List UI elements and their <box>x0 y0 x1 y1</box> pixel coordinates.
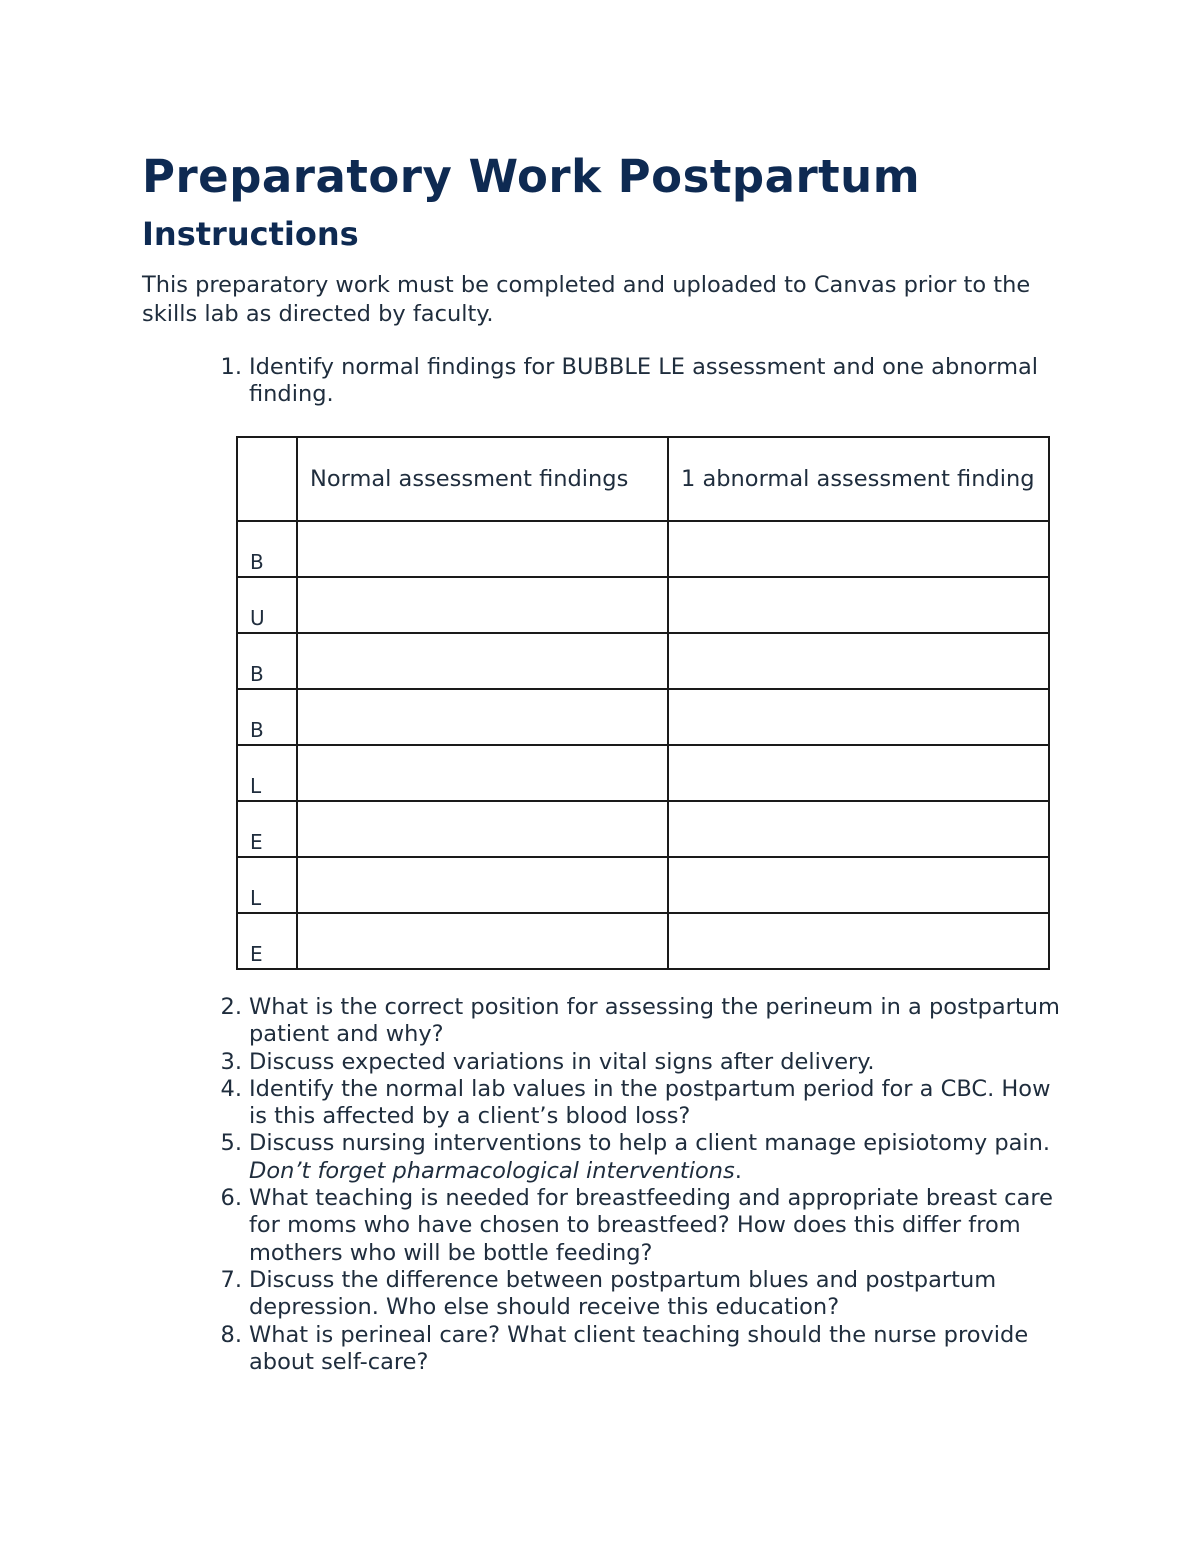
question-item-3 <box>142 1049 1062 1076</box>
table-row <box>237 689 1049 745</box>
instructions-text: This preparatory work must be completed and uploaded to Canvas prior to the skills lab as directed by faculty. <box>142 272 1031 327</box>
abnormal-finding-cell[interactable] <box>668 857 1049 913</box>
question-item-1 <box>142 354 1062 409</box>
normal-finding-cell[interactable] <box>297 689 668 745</box>
normal-finding-cell[interactable] <box>297 521 668 577</box>
question-number: 1. <box>220 354 242 380</box>
normal-finding-cell[interactable] <box>297 913 668 969</box>
normal-finding-cell[interactable] <box>297 857 668 913</box>
question-text: What is the correct position for assessing the perineum in a postpartum patient and why? <box>249 994 1060 1048</box>
table-row-letter-cell <box>237 577 297 633</box>
question-emphasis: Don’t forget pharmacological interventions <box>249 1157 735 1184</box>
abnormal-finding-cell[interactable] <box>668 913 1049 969</box>
question-item-7 <box>142 1267 1062 1322</box>
table-row <box>237 857 1049 913</box>
question-number: 2. <box>220 994 242 1020</box>
question-number: 6. <box>220 1185 242 1212</box>
question-text: Identify the normal lab values in the postpartum period for a CBC. How is this affected by a client’s blood loss? <box>249 1075 1051 1130</box>
table-row <box>237 577 1049 633</box>
table-row-letter: E <box>250 942 263 966</box>
question-text: Discuss expected variations in vital signs after delivery. <box>249 1048 875 1075</box>
question-text: What is perineal care? What client teaching should the nurse provide about self-care? <box>249 1321 1029 1375</box>
table-row-letter-cell <box>237 745 297 801</box>
question-number: 8. <box>220 1321 242 1348</box>
abnormal-finding-cell[interactable] <box>668 521 1049 577</box>
table-row-letter: L <box>250 886 262 910</box>
table-row-letter: B <box>250 662 264 686</box>
question-list-first <box>142 354 1062 409</box>
table-row-letter: B <box>250 718 264 742</box>
table-header-cell-letter <box>237 437 297 521</box>
table-header-cell-abnormal <box>668 437 1049 521</box>
question-number: 5. <box>220 1130 242 1157</box>
table-row <box>237 913 1049 969</box>
question-item-2 <box>142 994 1062 1049</box>
abnormal-finding-cell[interactable] <box>668 633 1049 689</box>
question-text: What teaching is needed for breastfeeding and appropriate breast care for moms who have chosen to breastfeed? How does this differ from mothers who will be bottle feeding? <box>249 1185 1053 1266</box>
abnormal-finding-cell[interactable] <box>668 577 1049 633</box>
table-row-letter-cell <box>237 801 297 857</box>
table-row-letter-cell <box>237 857 297 913</box>
question-text: Discuss the difference between postpartum blues and postpartum depression. Who else should receive this education? <box>249 1266 997 1321</box>
question-item-5 <box>142 1130 1062 1185</box>
bubble-le-table <box>236 436 1050 970</box>
table-header-cell-normal <box>297 437 668 521</box>
normal-finding-cell[interactable] <box>297 801 668 857</box>
table-row <box>237 801 1049 857</box>
question-text: Identify normal findings for BUBBLE LE assessment and one abnormal finding. <box>249 354 1039 408</box>
instructions-heading: Instructions <box>142 215 359 253</box>
table-row <box>237 521 1049 577</box>
table-row-letter: B <box>250 550 264 574</box>
table-row-letter-cell <box>237 913 297 969</box>
table-row-letter-cell <box>237 633 297 689</box>
question-number: 7. <box>220 1266 242 1293</box>
table-row-letter: L <box>250 774 262 798</box>
normal-finding-cell[interactable] <box>297 577 668 633</box>
question-number: 3. <box>220 1048 242 1075</box>
table-row-letter: U <box>250 606 265 630</box>
document-title: Preparatory Work Postpartum <box>142 150 921 203</box>
table-row <box>237 745 1049 801</box>
abnormal-finding-cell[interactable] <box>668 689 1049 745</box>
table-row-letter-cell <box>237 521 297 577</box>
question-list <box>142 994 1062 1376</box>
question-item-6 <box>142 1185 1062 1267</box>
table-header-normal-label: Normal assessment findings <box>310 466 629 492</box>
table-row-letter-cell <box>237 689 297 745</box>
question-text: Discuss nursing interventions to help a client manage episiotomy pain. <box>249 1130 1051 1157</box>
table-row-letter: E <box>250 830 263 854</box>
table-row <box>237 633 1049 689</box>
abnormal-finding-cell[interactable] <box>668 745 1049 801</box>
question-item-8 <box>142 1322 1062 1377</box>
table-header-row <box>237 437 1049 521</box>
question-item-4 <box>142 1076 1062 1131</box>
normal-finding-cell[interactable] <box>297 745 668 801</box>
question-number: 4. <box>220 1075 242 1102</box>
abnormal-finding-cell[interactable] <box>668 801 1049 857</box>
normal-finding-cell[interactable] <box>297 633 668 689</box>
table-header-abnormal-label: 1 abnormal assessment finding <box>681 466 1035 492</box>
question-tail: . <box>734 1157 742 1184</box>
